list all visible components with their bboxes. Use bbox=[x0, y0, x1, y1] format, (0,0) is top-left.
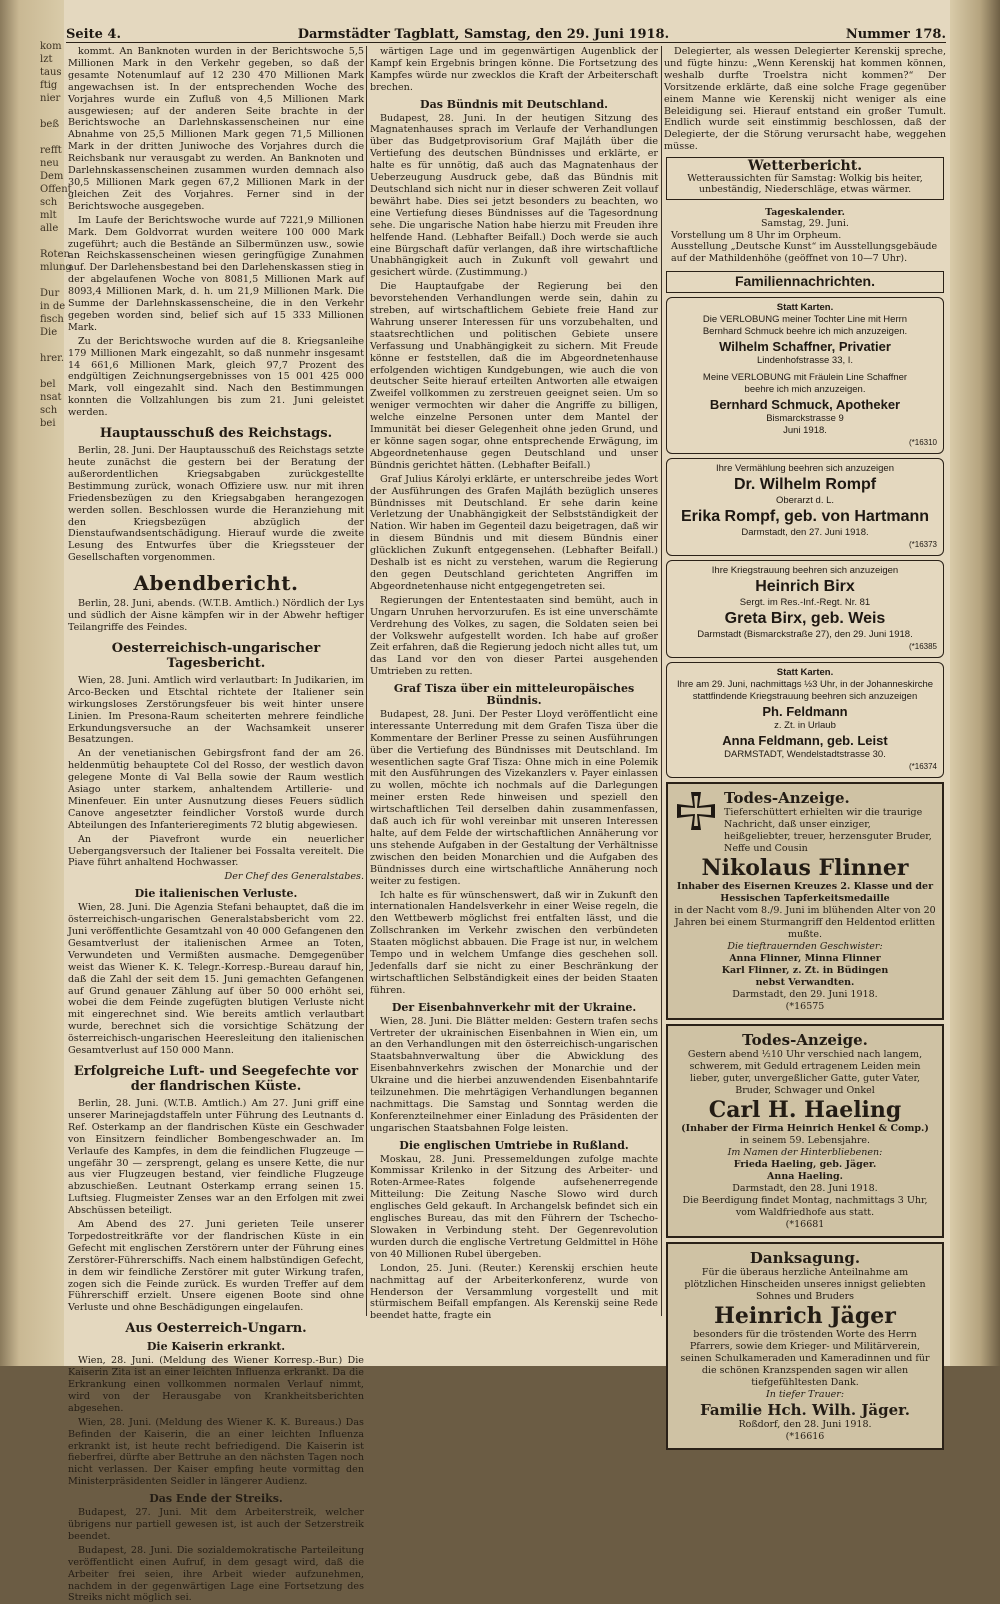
ad-heading: Ihre Kriegstrauung beehren sich anzuzeigen bbox=[711, 565, 899, 577]
wedding-announcement bbox=[666, 458, 944, 556]
ad-subtitle: Inhaber des Eisernen Kreuzes 2. Klasse und der Hessischen Tapferkeitsmedaille bbox=[676, 881, 934, 905]
ad-address: Bismarckstrasse 9 bbox=[766, 413, 844, 425]
calendar-title: Tageskalender. bbox=[765, 206, 845, 218]
subheadline: Die englischen Umtriebe in Rußland. bbox=[399, 1138, 629, 1152]
article-paragraph: Zu der Berichtswoche wurden auf die 8. Kriegsanleihe 179 Millionen Mark eingezahlt, so daß nunmehr insgesamt 14 661,6 Millionen Mark, gleich 97,7 Prozent des endgültigen Zeichnungsergebnisses von 15 001 425 000 Mark, voll eingezahlt sind. Nach den Bestimmungen konnten die Vollzahlungen bis zum 21. Juni geleistet werden. bbox=[68, 335, 364, 419]
article-paragraph: London, 25. Juni. (Reuter.) Kerenskij erschien heute nachmittag auf der Arbeiterkonferenz, wurde von Henderson der Versammlung vorgestellt und mit stürmischem Beifall empfangen. Als Kerenskij seine Rede beendet hatte, fragte ein bbox=[370, 1262, 658, 1322]
weather-report bbox=[666, 157, 944, 200]
calendar-entry: Vorstellung um 8 Uhr im Orpheum. bbox=[671, 229, 842, 241]
ad-text: In tiefer Trauer: bbox=[765, 1389, 845, 1401]
ad-text: Im Namen der Hinterbliebenen: bbox=[727, 1147, 883, 1159]
issue-number: Nummer 178. bbox=[845, 27, 946, 42]
subheadline: Der Eisenbahnverkehr mit der Ukraine. bbox=[391, 1000, 637, 1014]
ad-reference: (*16385 bbox=[908, 642, 937, 652]
article-paragraph: Die Hauptaufgabe der Regierung bei den bevorstehenden Verhandlungen werde sein, dahin zu streben, auf wirtschaftlichem Gebiete freie Hand zur Wahrung unserer Interessen für uns vorzubehalten, und staatsrechtlichen und politischen Gebiete unsere Verfassung und Unabhängigkeit zu sichern. Mit Freude könne er feststellen, daß die im Abgeordnetenhause erfolgenden wichtigen Kundgebungen, wie auch die von deutscher Seite hierauf erteilten Antworten alle etwaigen Zweifel vollkommen zu zerstreuen geeignet seien. Um so weniger vermochten wir daher die Angriffe zu billigen, welche einzelne Personen unter dem Mantel der Immunität bei dieser Gelegenheit ohne jeden Grund, und er könne sagen sogar, ohne entsprechende Erwägung, im Abgeordnetenhause gegen Deutschland und unser Bündnis gerichtet hätten. (Lebhafter Beifall.) bbox=[370, 281, 658, 471]
subheadline: Die Kaiserin erkrankt. bbox=[146, 1340, 286, 1354]
ad-text: beehre ich mich anzuzeigen. bbox=[744, 384, 866, 396]
article-paragraph: Wien, 28. Juni. (Meldung des Wiener Korresp.-Bur.) Die Kaiserin Zita ist an einer leichten Influenza erkrankt. Da die Erkrankung einen vollkommen normalen Verlauf nimmt, wird von der Herausgabe von Krankheitsberichten abgesehen. bbox=[68, 1355, 364, 1414]
ad-name: Anna Feldmann, geb. Leist bbox=[722, 733, 888, 749]
calendar-entry: Ausstellung „Deutsche Kunst“ im Ausstellungsgebäude auf der Mathildenhöhe (geöffnet von 10—7 Uhr). bbox=[671, 241, 938, 264]
column-3 bbox=[664, 46, 946, 1443]
weather-title: Wetterbericht. bbox=[747, 158, 863, 175]
ad-text: Die tieftrauernden Geschwister: bbox=[727, 941, 883, 953]
ad-text: Tieferschüttert erhielten wir die traurige Nachricht, daß unser einziger, heißgeliebter, treuer, herzensguter Bruder, Neffe und Cousin bbox=[724, 807, 932, 855]
ad-name: Wilhelm Schaffner, Privatier bbox=[719, 339, 891, 355]
war-wedding-announcement bbox=[666, 662, 944, 778]
article-paragraph: Regierungen der Ententestaaten sind bemüht, auch in Ungarn Unruhen hervorzurufen. Es ist eine unverschämte Verdrehung des Volkes, zu sagen, die Soldaten seien bei der Volkswehr aufgestellt worden. Ich habe auf großer Zeit erfahren, daß die Regierung jedoch nicht alles tut, um das Land vor den von dieser Partei ausgehenden Umtrieben zu retten. bbox=[370, 594, 658, 678]
article-paragraph: wärtigen Lage und im gegenwärtigen Augenblick der Kampf kein Ergebnis bringen könne. Die Fortsetzung des Kampfes würde nur zwecklos die Kraft der Arbeiterschaft brechen. bbox=[370, 46, 658, 93]
ad-text: Die Beerdigung findet Montag, nachmittags 3 Uhr, vom Waldfriedhofe aus statt. bbox=[682, 1195, 928, 1219]
masthead: Darmstädter Tagblatt, Samstag, den 29. Juni 1918. bbox=[297, 27, 670, 42]
ad-date: Darmstadt, den 27. Juni 1918. bbox=[741, 527, 869, 539]
subheadline: Das Ende der Streiks. bbox=[149, 1492, 283, 1506]
iron-cross-icon bbox=[674, 789, 718, 833]
ad-reference: (*16681 bbox=[785, 1219, 825, 1231]
ad-name: Erika Rompf, geb. von Hartmann bbox=[680, 508, 930, 526]
article-paragraph: Budapest, 28. Juni. In der heutigen Sitzung des Magnatenhauses sprach im Verlaufe der Verhandlungen über das Budgetprovisorium Graf Majláth über die Vertiefung des deutschen Bündnisses und erklärte, er halte es für unnötig, daß auch das Magnatenhaus der Ueberzeugung Ausdruck gebe, daß das Bündnis mit Deutschland sich nicht nur in dieser schweren Zeit vollauf bewährt habe. Dies sei jetzt besonders zu beachten, wo eine Vertiefung dieses Bündnisses auf die Tagesordnung sehe. Die ungarische Nation habe hierzu mit Freuden ihre helfende Hand. (Lebhafter Beifall.) Doch werde sie auch eine Bürgschaft dafür verlangen, daß ihre wirtschaftliche Unabhängigkeit auch in Zukunft voll gewahrt und gesichert würde. (Zustimmung.) bbox=[370, 112, 658, 279]
mourner-name: Karl Flinner, z. Zt. in Büdingen bbox=[721, 965, 889, 977]
ad-text: Für die überaus herzliche Anteilnahme am plötzlichen Hinscheiden unseres innigst geliebten Sohnes und Bruders bbox=[684, 1267, 926, 1303]
ad-subtitle: Sergt. im Res.-Inf.-Regt. Nr. 81 bbox=[739, 597, 871, 609]
ad-date: Roßdorf, den 28. Juni 1918. bbox=[738, 1419, 872, 1431]
ad-reference: (*16373 bbox=[908, 540, 937, 550]
ad-heading: Statt Karten. bbox=[776, 302, 834, 314]
ad-date: Darmstadt, den 28. Juni 1918. bbox=[732, 1183, 878, 1195]
column-1 bbox=[68, 46, 364, 1604]
day-calendar bbox=[666, 204, 944, 268]
family-news-title: Familiennachrichten. bbox=[666, 271, 944, 293]
death-notice bbox=[666, 782, 944, 1020]
thanks-notice bbox=[666, 1242, 944, 1450]
article-paragraph: Graf Julius Károlyi erklärte, er unterschreibe jedes Wort der Ausführungen des Grafen Majláth bezüglich unseres Bündnisses mit Deutschland. Er sehe darin keine Verletzung der Unabhängigkeit der Selbstständigkeit der Nation. Wir haben im Gegenteil dazu beigetragen, daß wir in diesem Bündnis und mit diesem Bündnis einer glücklichen Zukunft entgegensehen. (Lebhafter Beifall.) Deshalb ist es nicht zu verstehen, warum die Regierung den gegen Deutschland gerichteten Angriffen im Abgeordnetenhause nicht entgegengetreten sei. bbox=[370, 473, 658, 592]
ad-reference: (*16616 bbox=[785, 1431, 825, 1443]
ad-title: Todes-Anzeige. bbox=[742, 1031, 868, 1050]
ad-heading: Statt Karten. bbox=[776, 667, 834, 679]
article-paragraph: Berlin, 28. Juni, abends. (W.T.B. Amtlich.) Nördlich der Lys und südlich der Aisne kämpfen wir in der Abwehr heftiger Teilangriffe des Feindes. bbox=[68, 598, 364, 633]
page-header bbox=[66, 20, 946, 43]
headline-abendbericht: Abendbericht. bbox=[133, 571, 299, 596]
ad-text: in der Nacht vom 8./9. Juni im blühenden Alter von 20 Jahren bei einem Sturmangriff den Heldentod erlitten mußte. bbox=[674, 905, 936, 941]
death-notice bbox=[666, 1024, 944, 1238]
ad-address: DARMSTADT, Wendelstadtstrasse 30. bbox=[724, 749, 886, 761]
mourner-name: Anna Haeling. bbox=[767, 1171, 843, 1183]
ad-date: Juni 1918. bbox=[783, 425, 827, 437]
ad-reference: (*16310 bbox=[908, 438, 937, 448]
article-paragraph: Am Abend des 27. Juni gerieten Teile unserer Torpedostreitkräfte vor der flandrischen Küste in ein Gefecht mit englischen Zerstörern unter der Führung eines Zerstörer-Führerschiffs. Nach einem halbstündigen Gefecht, in dem wir feindliche Zerstörer mit guter Wirkung trafen, zogen sich die Feinde zurück. Es wurden Treffer auf dem Führerschiff erzielt. Unsere eigenen Boote sind ohne Verluste und ohne Beschädigungen eingelaufen. bbox=[68, 1219, 364, 1314]
ad-heading: Ihre Vermählung beehren sich anzuzeigen bbox=[716, 463, 894, 475]
ad-title: Danksagung. bbox=[749, 1249, 861, 1268]
adjacent-page-edge bbox=[950, 0, 1000, 1366]
article-paragraph: An der Piavefront wurde ein neuerlicher Uebergangsversuch der Italiener bei Fossalta vereitelt. Die Piave führt anhaltend Hochwasser. bbox=[68, 833, 364, 869]
mourner-name: Frieda Haeling, geb. Jäger. bbox=[733, 1159, 877, 1171]
article-paragraph: Budapest, 28. Juni. Die sozialdemokratische Parteileitung veröffentlicht einen Aufruf, in dem gesagt wird, daß die Arbeiter frei seien, ihre Arbeit wieder aufzunehmen, nachdem in der gegenwärtigen Lage eine Fortsetzung des Streiks nicht möglich sei. bbox=[68, 1544, 364, 1604]
article-paragraph: Ich halte es für wünschenswert, daß wir in Zukunft den internationalen Handelsverkehr in einer Weise regeln, die den Wettbewerb möglichst frei entfalten lässt, und die Zollschranken im Verkehr zwischen den verbündeten Staaten möglichst abbauen. Die Frage ist nur, in welchem Tempo und in welchem Umfange dies geschehen soll. Jedenfalls darf sie nicht zu einer Beschränkung der wirtschaftlichen Selbständigkeit eines der beiden Staaten führen. bbox=[370, 889, 658, 996]
ad-reference: (*16575 bbox=[785, 1001, 825, 1013]
ad-name: Heinrich Birx bbox=[755, 578, 855, 596]
article-paragraph: Moskau, 28. Juni. Pressemeldungen zufolge machte Kommissar Krilenko in der Sitzung des Arbeiter- und Roten-Armee-Rates folgende aufsehenerregende Mitteilung: Die Zeitung Nasche Slowo wird durch englisches Geld gekauft. In Archangelsk befindet sich ein englisches Bureau, das mit den Führern der Tschecho-Slowaken in Verbindung steht. Der Gegenrevolution wurden durch die englische Vertretung Geldmittel in Höhe von 40 Millionen Rubel übergeben. bbox=[370, 1153, 658, 1260]
ad-date: Darmstadt, den 29. Juni 1918. bbox=[732, 989, 878, 1001]
article-paragraph: An der venetianischen Gebirgsfront fand der am 26. heldenmütig behauptete Col del Rosso, der westlich davon gelegene Monte di Val Bella sowie der Raum westlich Asiago unter starkem, anhaltendem Artillerie- und Minenfeuer. Ein unter Ausnutzung dieses Feuers südlich Canove angesetzter feindlicher Vorstoß wurde durch Abteilungen des Infanterieregiments 72 blutig abgewiesen. bbox=[68, 748, 364, 831]
page-number: Seite 4. bbox=[66, 27, 121, 42]
ad-text: Gestern abend ½10 Uhr verschied nach langem, schwerem, mit Geduld ertragenem Leiden mein lieber, guter, unvergeßlicher Gatte, guter Vater, Bruder, Schwager und Onkel bbox=[687, 1049, 923, 1097]
war-wedding-announcement bbox=[666, 560, 944, 658]
ad-name: Carl H. Haeling bbox=[708, 1097, 902, 1124]
ad-subtitle: Oberarzt d. L. bbox=[775, 495, 835, 507]
headline: Oesterreichisch-ungarischer Tagesbericht. bbox=[111, 640, 321, 671]
mourner-name: Anna Flinner, Minna Flinner bbox=[729, 953, 881, 965]
ad-reference: (*16374 bbox=[908, 762, 937, 772]
article-paragraph: Wien, 28. Juni. Die Agenzia Stefani behauptet, daß die im österreichisch-ungarischen Generalstabsbericht vom 22. Juni veröffentlichte Gesamtzahl von 40 000 Gefangenen den Gesamtverlust der italienischen Armee an Toten, Verwundeten und Vermißten ausmache. Demgegenüber weist das Wiener K. K. Telegr.-Korresp.-Bureau darauf hin, daß die Zahl der seit dem 15. Juni gemachten Gefangenen auf Grund genauer Zählung auf über 50 000 erhöht sei, wobei die dem Feinde zugefügten blutigen Verluste nicht mit eingerechnet sind. Wie bereits amtlich verlautbart wurde, berechnet sich die vorsichtige Schätzung der österreichisch-ungarischen Heeresleitung den italienischen Gesamtverlust auf 150 000 Mann. bbox=[68, 902, 364, 1057]
ad-subtitle: (Inhaber der Firma Heinrich Henkel & Comp.) bbox=[681, 1123, 929, 1135]
subheadline: Das Bündnis mit Deutschland. bbox=[420, 97, 608, 111]
article-paragraph: Wien, 28. Juni. Die Blätter melden: Gestern trafen sechs Vertreter der ukrainischen Eisenbahnen in Wien ein, um an den Verhandlungen mit den österreichisch-ungarischen Staatsbahnverwaltung über die Abwicklung des Eisenbahnverkehrs zwischen der Monarchie und der Ukraine und die hierbei anzuwendenden Eisenbahntarife teilzunehmen. Die mehrtägigen Verhandlungen begannen nachmittags. Die Samstag und Sonntag werden die Konferenzteilnehmer einer Einladung des Präsidenten der ungarischen Staatsbahnen Folge leisten. bbox=[370, 1015, 658, 1134]
binding-text-fragments: kom lzt taus ftig nier beß refft neu Dem Offent sch mlt alle Roten mlung Dur in de fisch Die hrer. bel nsat sch bei bbox=[40, 41, 72, 429]
ad-name: Ph. Feldmann bbox=[762, 704, 848, 720]
headline: Hauptausschuß des Reichstags. bbox=[99, 426, 333, 442]
headline: Erfolgreiche Luft- und Seegefechte vor der flandrischen Küste. bbox=[73, 1063, 359, 1094]
article-paragraph: Berlin, 28. Juni. Der Hauptausschuß des Reichstags setzte heute zunächst die gestern bei der Beratung der außerordentlichen Kriegsabgaben zurückgestellte Bestimmung zurück, wonach Offiziere usw. nur mit ihren Friedensbezügen zu den Kriegsabgaben herangezogen werden sollen. Beschlossen wurde die Heranziehung mit den Kriegsbezügen abzüglich der Dienstaufwandsentschädigung. Hierauf wurde die zweite Lesung des Entwurfes über die Kriegssteuer der Gesellschaften vorgenommen. bbox=[68, 445, 364, 564]
column-divider bbox=[661, 46, 662, 1316]
ad-date: Darmstadt (Bismarckstraße 27), den 29. Juni 1918. bbox=[697, 629, 913, 641]
weather-text: Wetteraussichten für Samstag: Wolkig bis heiter, unbeständig, Niederschläge, etwas wärmer. bbox=[687, 172, 923, 196]
article-paragraph: Delegierter, als wessen Delegierter Kerenskij spreche, und fügte hinzu: „Wenn Kerenskij hat kommen können, weshalb durfte Troelstra nicht kommen?“ Der Vorsitzende erklärte, daß eine solche Frage gegenüber einem Manne wie Kerenskij nicht weniger als eine Beleidigung sei. Hierauf entstand ein großer Tumult. Endlich wurde seit einstimmig beschlossen, daß der Delegierte, der die Störung verursacht habe, weggehen müsse. bbox=[664, 46, 946, 153]
mourner-name: Familie Hch. Wilh. Jäger. bbox=[700, 1401, 910, 1420]
subheadline: Die italienischen Verluste. bbox=[134, 887, 298, 901]
column-2 bbox=[370, 46, 658, 1322]
article-paragraph: kommt. An Banknoten wurden in der Berichtswoche 5,5 Millionen Mark in den Verkehr gegeben, so daß der gesamte Notenumlauf auf 12 230 470 Millionen Mark angewachsen ist. In der entsprechenden Woche des Vorjahres wurde ein Zufluß von 4,5 Millionen Mark ausgewiesen; auf der anderen Seite brachte in der Berichtswoche an Darlehnskassenscheinen nur eine Abnahme von 25,5 Millionen Mark gegen 71,5 Millionen Mark in der dritten Juniwoche des Vorjahres durch die Reichsbank nur verausgabt zu werden. An Banknoten und Darlehnskassenscheinen zusammen wurden demnach also 30,5 Millionen Mark gegen 67,2 Millionen Mark in der gleichen Zeit des Vorjahres. Ferner sind in der Berichtswoche ausgegeben. bbox=[68, 46, 364, 212]
ad-text: Meine VERLOBUNG mit Fräulein Line Schaffner bbox=[702, 372, 908, 384]
mourner-name: nebst Verwandten. bbox=[755, 977, 855, 989]
column-divider bbox=[366, 46, 367, 1316]
headline: Aus Oesterreich-Ungarn. bbox=[125, 1321, 307, 1337]
article-paragraph: Wien, 28. Juni. Amtlich wird verlautbart: In Judikarien, im Arco-Becken und Etschtal richtete der Italiener sein wirkungsloses Zerstörungsfeuer bis weit hinter unsere Linien. Im Presona-Raum scheiterten mehrere feindliche Erkundungsversuche an der Wachsamkeit unserer Besatzungen. bbox=[68, 674, 364, 746]
ad-address: Lindenhofstrasse 33, I. bbox=[756, 355, 854, 367]
ad-text: Ihre am 29. Juni, nachmittags ½3 Uhr, in der Johanneskirche stattfindende Kriegstrauung beehren sich anzuzeigen bbox=[676, 679, 934, 703]
article-paragraph: Budapest, 27. Juni. Mit dem Arbeiterstreik, welcher übrigens nur partiell gewesen ist, ist auch der Setzerstreik beendet. bbox=[68, 1507, 364, 1542]
article-paragraph: Budapest, 28. Juni. Der Pester Lloyd veröffentlicht eine interessante Unterredung mit dem Grafen Tisza über die Kommentare der Berliner Presse zu seinen Ausführungen über die Vertiefung des Bündnisses mit Deutschland. Im wesentlichen sagte Graf Tisza: Ohne mich in eine Polemik mit den Ausführungen des Vizekanzlers v. Payer einlassen zu wollen, möchte ich nochmals auf die Darlegungen meiner ersten Rede hinweisen und speziell den wirtschaftlichen Teil derselben dahin zusammenfassen, daß auch ich für wohl vereinbar mit unseren Interessen halte, auf dem Felde der wirtschaftlichen Annäherung vor uns stehende Aufgaben in der Gestaltung der Verhältnisse zwischen den beiden Monarchien und die Aufgaben des Bündnisses durch eine wirtschaftliche Annäherung noch weiter zu festigen. bbox=[370, 708, 658, 887]
ad-title: Todes-Anzeige. bbox=[724, 789, 850, 808]
ad-text: Die VERLOBUNG meiner Tochter Line mit Herrn bbox=[702, 314, 908, 326]
article-paragraph: Berlin, 28. Juni. (W.T.B. Amtlich.) Am 27. Juni griff eine unserer Marinejagdstaffeln unter Führung des Leutnants d. Ref. Osterkamp an der flandrischen Küste ein Geschwader von Einsitzern feindlicher Bombengeschwader an. Im Verlaufe des Kampfes, in dem die feindlichen Flugzeuge — ungefähr 30 — zersprengt, gelang es unsere Kette, die nur aus vier Flugzeugen bestand, vier feindliche Flugzeuge abzuschießen. Leutnant Osterkamp errang seinen 15. Luftsieg. Flugmeister Zenses war an den Erfolgen mit zwei Abschüssen beteiligt. bbox=[68, 1097, 364, 1217]
death-notice-header bbox=[674, 789, 936, 855]
article-paragraph: Im Laufe der Berichtswoche wurde auf 7221,9 Millionen Mark. Dem Goldvorrat wurden weitere 100 000 Mark zugeführt; auch die Bestände an Silbermünzen usw., sowie an Reichskassenscheinen wiesen geringfügige Zunahmen auf. Der Darlehensbestand bei den Darlehenskassen stieg in der abgelaufenen Woche von 8081,5 Millionen Mark auf 8093,4 Millionen Mark, d. h. um 21,9 Millionen Mark. Die Summe der Darlehnskassenscheine, die in den Verkehr gegeben worden sind, belief sich auf 15 333 Millionen Mark. bbox=[68, 214, 364, 333]
ad-name: Heinrich Jäger bbox=[714, 1303, 896, 1330]
ad-text: Bernhard Schmuck beehre ich mich anzuzeigen. bbox=[702, 326, 908, 338]
signature-line: Der Chef des Generalstabes. bbox=[224, 871, 364, 883]
ad-text: besonders für die tröstenden Worte des Herrn Pfarrers, sowie dem Krieger- und Militärverein, seinen Schulkameraden und Kameradinnen und für die schönen Kranzspenden sagen wir allen tiefgefühltesten Dank. bbox=[680, 1329, 930, 1389]
ad-name: Nikolaus Flinner bbox=[701, 855, 909, 882]
engagement-announcement bbox=[666, 297, 944, 454]
ad-name: Dr. Wilhelm Rompf bbox=[733, 476, 877, 494]
binding-gutter bbox=[0, 0, 72, 1366]
ad-text: in seinem 59. Lebensjahre. bbox=[739, 1135, 871, 1147]
subheadline: Graf Tisza über ein mitteleuropäisches Bündnis. bbox=[393, 682, 635, 708]
article-paragraph: Wien, 28. Juni. (Meldung des Wiener K. K. Bureaus.) Das Befinden der Kaiserin, die an einer leichten Influenza erkrankt ist, ist heute recht befriedigend. Die Kaiserin ist fieberfrei, dürfte aber Bettruhe an den nächsten Tagen noch nicht verlassen. Der Kaiser empfing heute vormittag den Ministerpräsidenten Seidler in längerer Audienz. bbox=[68, 1416, 364, 1488]
calendar-date: Samstag, 29. Juni. bbox=[761, 218, 849, 230]
ad-subtitle: z. Zt. in Urlaub bbox=[774, 720, 836, 732]
ad-name: Bernhard Schmuck, Apotheker bbox=[709, 397, 901, 413]
ad-name: Greta Birx, geb. Weis bbox=[724, 610, 886, 628]
